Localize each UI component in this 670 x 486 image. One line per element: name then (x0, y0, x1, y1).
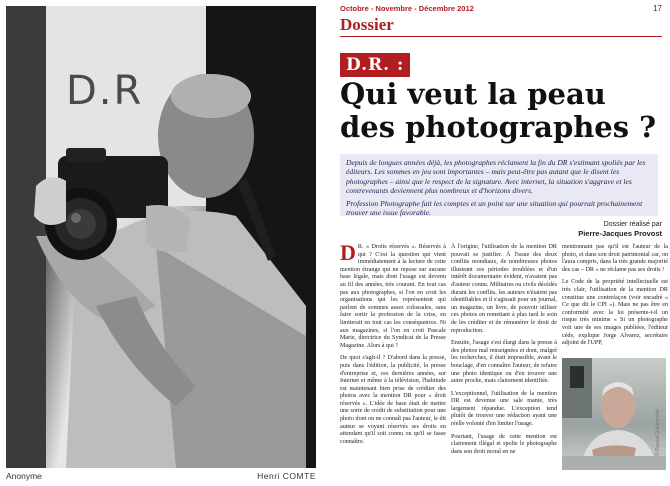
section-title: Dossier (340, 15, 394, 34)
right-page (330, 0, 670, 486)
photo-watermark-dr: D.R (66, 68, 144, 114)
article-column-1 (340, 240, 446, 451)
photographer-portrait-photo (6, 6, 316, 468)
article-column-2 (451, 244, 557, 461)
headline (340, 78, 665, 144)
column-1-paragraph-1: D R. « Droits réservés ». Réservés à qui ? C'est la question qui vient immédiatement à la lecture de cette mention étrange qui ne repose sur aucune base légale, mais dont l'usage est devenu au fil des années, très courant. En tout cas pas aux photographes, si l'on en croit les organisations qui les représentent qui parlent de sommes assez colossales, sans faire sortir la profession de la crise, en limiterait en tout cas les conséquences. Ni aux magazines, si l'on en croit Pascale Marie, directrice du Syndicat de la Presse Magazine. Alors à qui ? (340, 240, 446, 349)
column-3-paragraph-2: Le Code de la propriété intellectuelle est très clair, l'utilisation de la mention DR constitue une contrefaçon (voir encadré « Ce que dit le CPI »). Mais ne pas être en conformité avec la loi présente-t-il un risque très minime « Si un photographe voit une de ses images publiées, l'éditeur cède, explique Jorge Alvarez, secrétaire adjoint de l'UPP, (562, 279, 668, 347)
drop-cap: D (340, 240, 356, 265)
photo-caption (6, 470, 316, 484)
byline-label: Dossier réalisé par (603, 221, 662, 228)
lead-paragraph-1: Depuis de longues années déjà, les photographes réclament la fin du DR s'estimant spoliés par les éditeurs. Les sommes en jeu sont importantes – mais peut-être pas autant que le disent les photographes – ainsi que le respect de la signature. Avec internet, la situation s'aggrave et les contrevenants deviennent plus nombreux et d'horizons divers. (346, 158, 646, 196)
left-page (0, 0, 322, 486)
column-2-paragraph-3: L'exceptionnel, l'utilisation de la mention DR est devenue une sale manie, très largement répandue. L'exception tend plutôt de trouver une rédaction ayant une réelle volonté d'en limiter l'usage. (451, 390, 557, 428)
column-2-paragraph-1: À l'origine, l'utilisation de la mention DR pouvait se justifier. À l'issue des deux conflits mondiaux, de nombreuses photos illustrant ces périodes troublées et d'un intérêt documentaire évident, n'avaient pas d'auteur connu. Militaires ou civils décédés durant les conflits, les auteurs n'étaient pas identifiables et il s'agissait pour un journal, un magazine, un livre, de pouvoir utiliser ces photos en remettant à plus tard le soin de les créditer et de rémunérer le droit de reproduction. (451, 244, 557, 334)
kicker-label: D.R. : (340, 53, 410, 77)
photo-credit: © Pascal Quittemelle (655, 409, 661, 456)
section-divider (340, 36, 662, 37)
lead-paragraph-2: Profession Photographe fait les comptes et un point sur une situation qui pourrait prochainement trouver une issue favorable. (346, 198, 643, 218)
column-2-paragraph-4: Pourtant, l'usage de cette mention est clairement illégal et spolie le photographe dans son droit moral en ne (451, 433, 557, 455)
lead-paragraph-box (340, 154, 658, 216)
column-1-paragraph-2: De quoi s'agit-il ? D'abord dans la presse, puis dans l'édition, la publicité, la presse d'entreprise et, ces dernières années, sur Internet et même à la télévision, l'habitude est maintenant bien prise de créditer des photos avec la mention DR pour « droit réservés ». L'idée de base était de mettre une sorte de crédit de substitution pour une photo dont on ne connaît pas l'auteur, le dit auteur se voyant réservés ses droits en attendant qu'il soit connu ou qu'il se fasse connaître. (340, 355, 446, 445)
inset-portrait-photo (562, 358, 666, 470)
caption-photographer: Henri COMTE (257, 471, 316, 481)
byline (578, 220, 662, 239)
caption-anonymous: Anonyme (6, 471, 42, 481)
byline-author: Pierre-Jacques Provost (578, 229, 662, 238)
issue-date: Octobre - Novembre - Décembre 2012 (340, 4, 474, 13)
inset-illustration (562, 358, 666, 470)
headline-line-2: des photographes ? (340, 110, 657, 144)
portrait-illustration (6, 6, 316, 468)
article-column-3 (562, 244, 668, 353)
headline-line-1: Qui veut la peau (340, 77, 606, 111)
page-number: 17 (653, 4, 662, 13)
column-2-paragraph-2: Ensuite, l'usage s'est élargi dans la presse à des photos mal renseignées et dont, malgré les recherches, il était impossible, avant le bouclage, d'en connaître l'auteur, de refaire une photo identique ou d'en trouver une autre proche, mais clairement identifiée. (451, 340, 557, 385)
column-3-paragraph-1: mentionnant pas qu'il est l'auteur de la photo, et dans son droit patrimonial car, on l'aura compris, dans la très grande majorité des cas – DR » ne réclame pas ses droits ! (562, 244, 668, 273)
